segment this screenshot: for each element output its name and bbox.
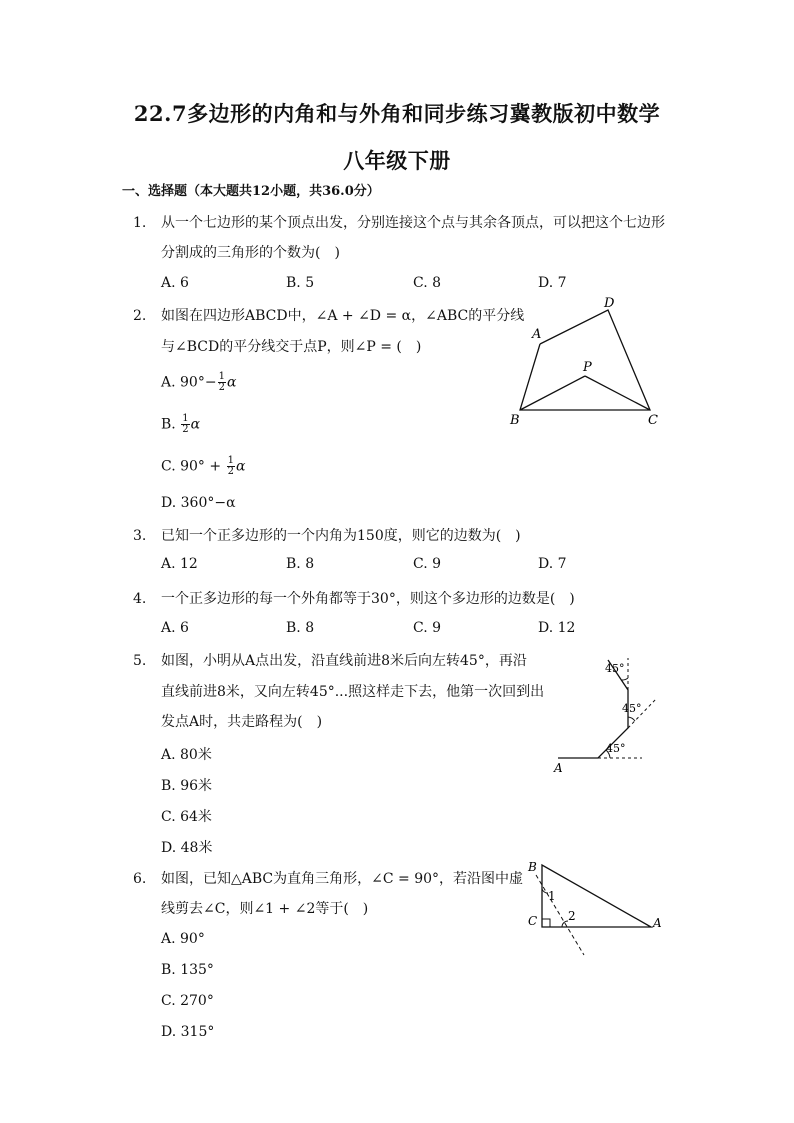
bisector-bp [520,376,585,410]
question-text-line: 如图，小明从A点出发，沿直线前进8米后向左转45°，再沿 [161,653,527,669]
question-number: 2. [133,308,147,324]
fraction-denominator: 2 [182,424,189,435]
question-number: 4. [133,591,147,607]
option-c[interactable]: C. 9 [413,556,442,572]
angle-label: 45° [622,702,642,715]
fraction-numerator: 1 [218,371,225,382]
option-b[interactable]: B. 5 [286,275,315,291]
option-a[interactable]: A. 6 [161,620,189,636]
walking-path-figure [550,650,665,775]
angle-2-label: 2 [568,909,576,923]
option-a[interactable] [161,372,236,393]
label-a: A [532,327,542,342]
label-d: D [604,296,615,311]
label-c: C [528,914,538,928]
document-title-line1: 22.7多边形的内角和与外角和同步练习冀教版初中数学 [133,101,661,126]
option-b-prefix: B. [161,416,181,433]
question-text-line: 一个正多边形的每一个外角都等于30°，则这个多边形的边数是( ) [161,591,575,607]
label-a: A [554,761,563,775]
option-d[interactable]: D. 7 [538,556,567,572]
question-number: 6. [133,871,147,887]
question-number: 5. [133,653,147,669]
option-d[interactable]: D. 48米 [161,840,213,856]
quadrilateral-figure [500,292,670,432]
option-c[interactable]: C. 64米 [161,809,212,825]
question-text-line: 与∠BCD的平分线交于点P，则∠P = ( ) [161,339,422,355]
bisector-cp [585,376,650,410]
fraction [181,414,189,435]
option-d[interactable]: D. 315° [161,1024,215,1040]
alpha-symbol: α [190,416,201,433]
question-text-line: 从一个七边形的某个顶点出发，分别连接这个点与其余各顶点，可以把这个七边形 [161,215,665,231]
option-b[interactable]: B. 135° [161,962,214,978]
option-a-prefix: A. 90°− [161,374,217,391]
option-d[interactable]: D. 360°−α [161,495,236,511]
option-b[interactable]: B. 8 [286,620,315,636]
option-c[interactable] [161,456,245,477]
option-c-prefix: C. 90° + [161,458,226,475]
question-text-line: 分割成的三角形的个数为( ) [161,245,340,261]
angle-arc [621,678,628,680]
option-b[interactable]: B. 8 [286,556,315,572]
triangle-outline [542,865,651,927]
option-d[interactable]: D. 7 [538,275,567,291]
question-text-line: 发点A时，共走路程为( ) [161,714,323,730]
alpha-symbol: α [226,374,237,391]
dashed-cut-line [536,875,584,955]
document-title-line2: 八年级下册 [343,148,451,173]
fraction [218,372,226,393]
right-angle-mark [542,919,550,927]
question-text-line: 如图，已知△ABC为直角三角形，∠C = 90°，若沿图中虚 [161,871,524,887]
question-number: 1. [133,215,147,231]
question-text-line: 已知一个正多边形的一个内角为150度，则它的边数为( ) [161,528,521,544]
option-a[interactable]: A. 90° [161,931,205,947]
option-a[interactable]: A. 6 [161,275,189,291]
section-heading: 一、选择题（本大题共12小题，共36.0分） [122,184,380,199]
option-d[interactable]: D. 12 [538,620,576,636]
alpha-symbol: α [235,458,246,475]
fraction-numerator: 1 [227,455,234,466]
question-text-line: 直线前进8米，又向左转45°...照这样走下去，他第一次回到出 [161,684,545,700]
option-c[interactable]: C. 270° [161,993,214,1009]
question-text-line: 线剪去∠C，则∠1 + ∠2等于( ) [161,901,369,917]
option-a[interactable]: A. 12 [161,556,198,572]
fraction-denominator: 2 [218,382,225,393]
fraction-numerator: 1 [182,413,189,424]
angle-1-label: 1 [548,889,556,903]
right-triangle-figure [524,855,669,965]
option-b[interactable] [161,414,200,435]
label-p: P [583,360,592,375]
question-number: 3. [133,528,147,544]
fraction-denominator: 2 [227,466,234,477]
label-c: C [648,413,658,428]
fraction [227,456,235,477]
option-a[interactable]: A. 80米 [161,747,212,763]
label-b: B [528,860,537,874]
label-b: B [510,413,520,428]
option-b[interactable]: B. 96米 [161,778,213,794]
label-a: A [653,916,662,930]
question-text-line: 如图在四边形ABCD中，∠A + ∠D = α，∠ABC的平分线 [161,308,525,324]
option-c[interactable]: C. 9 [413,620,442,636]
angle-arc [628,717,635,721]
angle-label: 45° [606,742,626,755]
angle-label: 45° [605,662,625,675]
option-c[interactable]: C. 8 [413,275,442,291]
